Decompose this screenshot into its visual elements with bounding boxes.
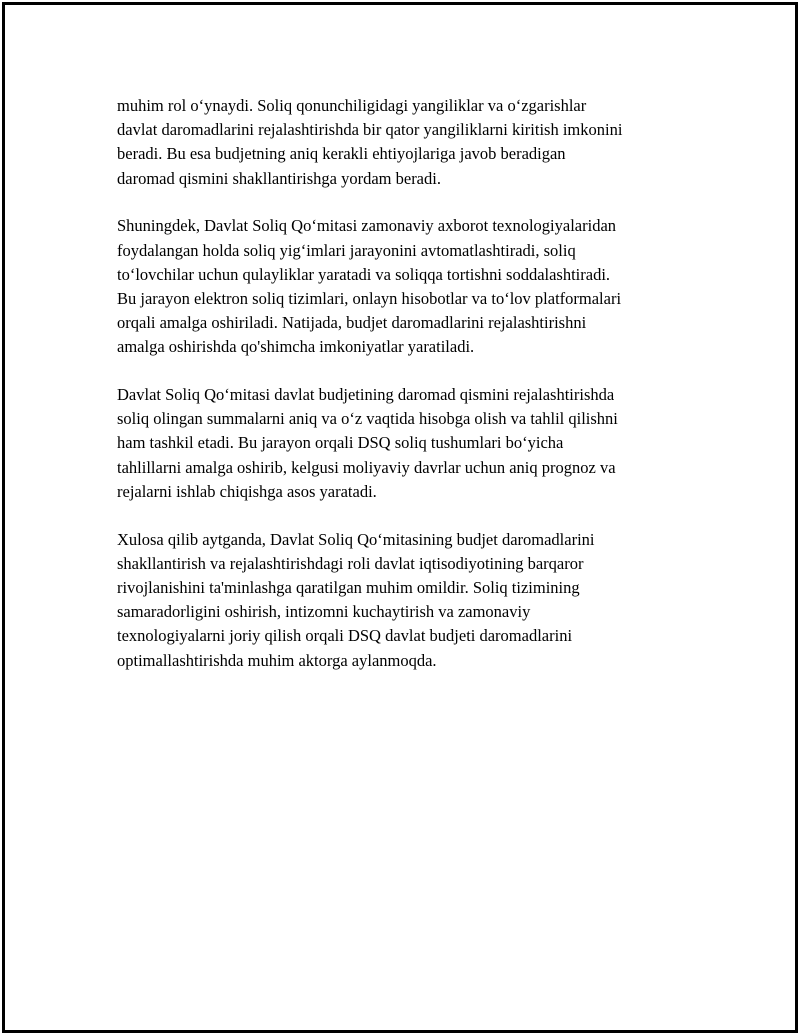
text-line: beradi. Bu esa budjetning aniq kerakli ehtiyojlariga javob beradigan — [117, 144, 566, 164]
text-line: soliq olingan summalarni aniq va oʻz vaqtida hisobga olish va tahlil qilishni — [117, 409, 618, 429]
text-line: ham tashkil etadi. Bu jarayon orqali DSQ soliq tushumlari boʻyicha — [117, 433, 564, 453]
text-line: Xulosa qilib aytganda, Davlat Soliq Qoʻmitasining budjet daromadlarini — [117, 529, 595, 549]
text-line: amalga oshirishda qo'shimcha imkoniyatlar yaratiladi. — [117, 337, 475, 357]
text-line: davlat daromadlarini rejalashtirishda bir qator yangiliklarni kiritish imkonini — [117, 120, 623, 140]
text-line: toʻlovchilar uchun qulayliklar yaratadi va soliqqa tortishni soddalashtiradi. — [117, 264, 611, 284]
text-line: Davlat Soliq Qoʻmitasi davlat budjetining daromad qismini rejalashtirishda — [117, 385, 615, 405]
text-line: foydalangan holda soliq yigʻimlari jarayonini avtomatlashtiradi, soliq — [117, 240, 576, 260]
paragraph-4 — [117, 528, 697, 673]
text-line: texnologiyalarni joriy qilish orqali DSQ davlat budjeti daromadlarini — [117, 626, 573, 646]
text-line: samaradorligini oshirish, intizomni kuchaytirish va zamonaviy — [117, 602, 531, 622]
text-line: Shuningdek, Davlat Soliq Qoʻmitasi zamonaviy axborot texnologiyalaridan — [117, 216, 617, 236]
paragraph-2 — [117, 214, 697, 359]
text-line: rivojlanishini ta'minlashga qaratilgan muhim omildir. Soliq tizimining — [117, 577, 580, 597]
paragraph-1 — [117, 94, 697, 191]
text-line: muhim rol oʻynaydi. Soliq qonunchiligidagi yangiliklar va oʻzgarishlar — [117, 96, 587, 115]
text-line: orqali amalga oshiriladi. Natijada, budjet daromadlarini rejalashtirishni — [117, 313, 587, 333]
paragraph-3 — [117, 383, 697, 504]
document-body — [117, 94, 697, 696]
text-line: optimallashtirishda muhim aktorga aylanmoqda. — [117, 650, 437, 670]
text-line: daromad qismini shakllantirishga yordam beradi. — [117, 168, 441, 188]
text-line: Bu jarayon elektron soliq tizimlari, onlayn hisobotlar va toʻlov platformalari — [117, 288, 622, 308]
text-line: tahlillarni amalga oshirib, kelgusi moliyaviy davrlar uchun aniq prognoz va — [117, 457, 616, 477]
text-line: shakllantirish va rejalashtirishdagi roli davlat iqtisodiyotining barqaror — [117, 553, 584, 573]
text-line: rejalarni ishlab chiqishga asos yaratadi. — [117, 481, 377, 501]
